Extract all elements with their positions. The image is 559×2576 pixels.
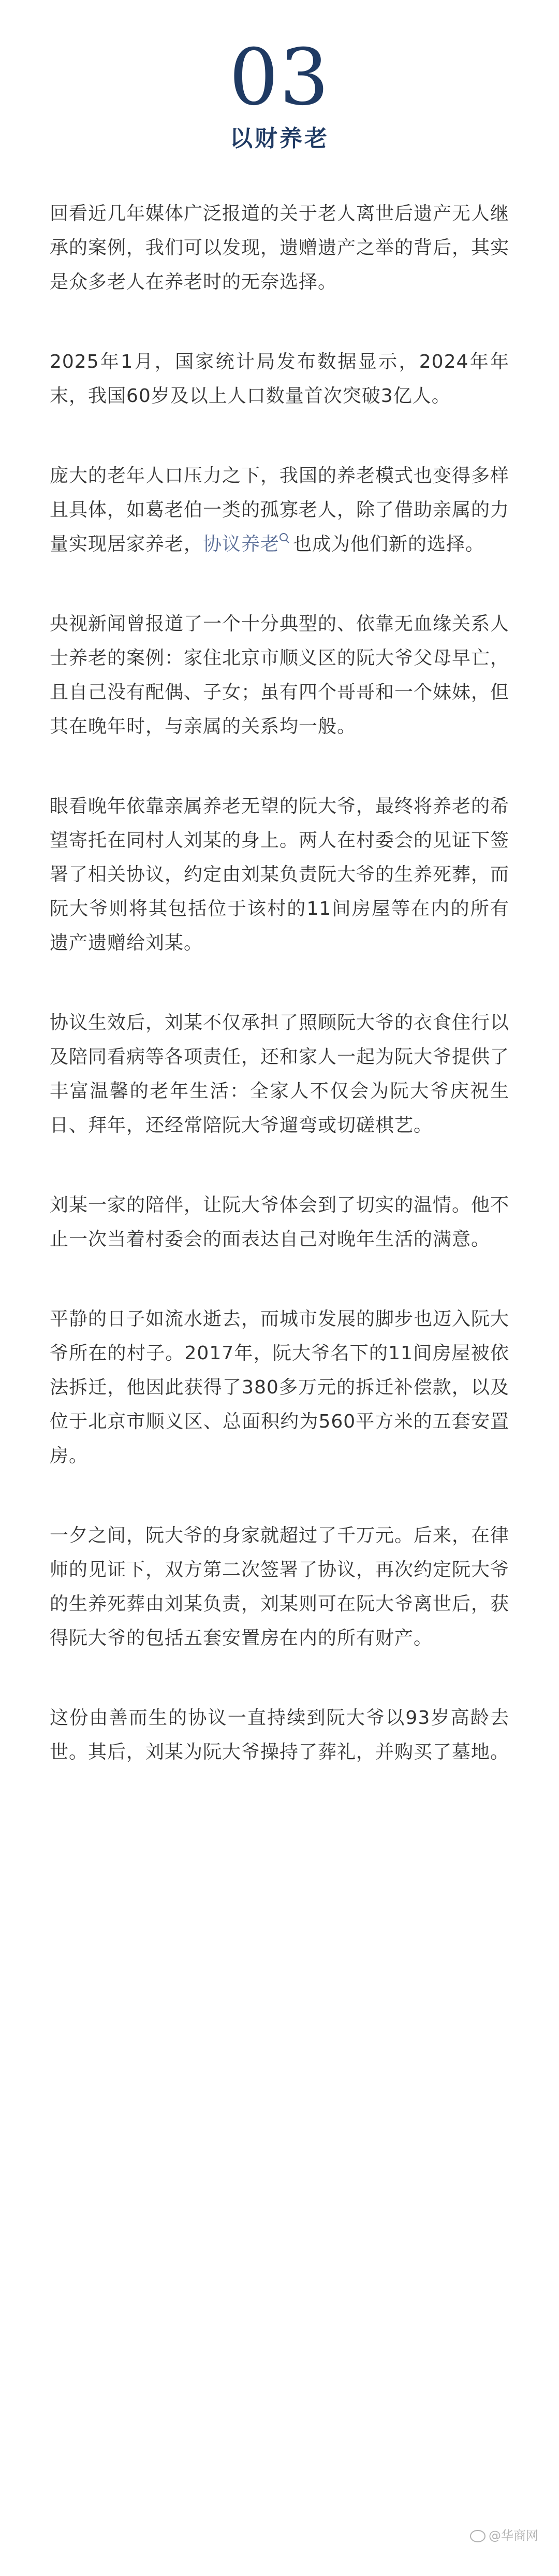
paragraph-3-text-after: 也成为他们新的选择。	[293, 534, 485, 555]
paragraph-5: 眼看晚年依靠亲属养老无望的阮大爷，最终将养老的希望寄托在同村人刘某的身上。两人在村委会的见证下签署了相关协议，约定由刘某负责阮大爷的生养死葬，而阮大爷则将其包括位于该村的11间房屋等在内的所有遗产遗赠给刘某。	[50, 796, 510, 954]
paragraph-6: 协议生效后，刘某不仅承担了照顾阮大爷的衣食住行以及陪同看病等各项责任，还和家人一起为阮大爷提供了丰富温馨的老年生活：全家人不仅会为阮大爷庆祝生日、拜年，还经常陪阮大爷遛弯或切磋棋艺。	[50, 1012, 510, 1136]
paragraph-1: 回看近几年媒体广泛报道的关于老人离世后遗产无人继承的案例，我们可以发现，遗赠遗产之举的背后，其实是众多老人在养老时的无奈选择。	[50, 203, 510, 293]
keyword-link[interactable]: 协议养老	[203, 534, 280, 555]
paragraph-8: 平静的日子如流水逝去，而城市发展的脚步也迈入阮大爷所在的村子。2017年，阮大爷名下的11间房屋被依法拆迁，他因此获得了380多万元的拆迁补偿款，以及位于北京市顺义区、总面积约为560平方米的五套安置房。	[50, 1308, 510, 1466]
paragraph-10: 这份由善而生的协议一直持续到阮大爷以93岁高龄去世。其后，刘某为阮大爷操持了葬礼，并购买了墓地。	[50, 1707, 510, 1763]
paragraph-2: 2025年1月，国家统计局发布数据显示，2024年年末，我国60岁及以上人口数量首次突破3亿人。	[50, 351, 509, 407]
paragraph-3	[50, 459, 509, 562]
article-body	[50, 197, 509, 1815]
section-number: 03	[229, 33, 330, 123]
section-header	[0, 33, 559, 154]
section-title: 以财养老	[230, 125, 329, 152]
paragraph-9: 一夕之间，阮大爷的身家就超过了千万元。后来，在律师的见证下，双方第二次签署了协议，再次约定阮大爷的生养死葬由刘某负责，刘某则可在阮大爷离世后，获得阮大爷的包括五套安置房在内的所有财产。	[50, 1525, 510, 1649]
watermark	[470, 2528, 538, 2543]
paragraph-4: 央视新闻曾报道了一个十分典型的、依靠无血缘关系人士养老的案例：家住北京市顺义区的阮大爷父母早亡，且自己没有配偶、子女；虽有四个哥哥和一个妹妹，但其在晚年时，与亲属的关系均一般。	[50, 613, 510, 737]
weibo-icon	[470, 2530, 486, 2542]
paragraph-3-text-before: 庞大的老年人口压力之下，我国的养老模式也变得多样且具体，如葛老伯一类的孤寡老人，除了借助亲属的力量实现居家养老，	[50, 465, 510, 555]
paragraph-7: 刘某一家的陪伴，让阮大爷体会到了切实的温情。他不止一次当着村委会的面表达自己对晚年生活的满意。	[50, 1195, 510, 1250]
search-icon[interactable]	[280, 533, 290, 543]
watermark-text: @华商网	[489, 2528, 538, 2543]
